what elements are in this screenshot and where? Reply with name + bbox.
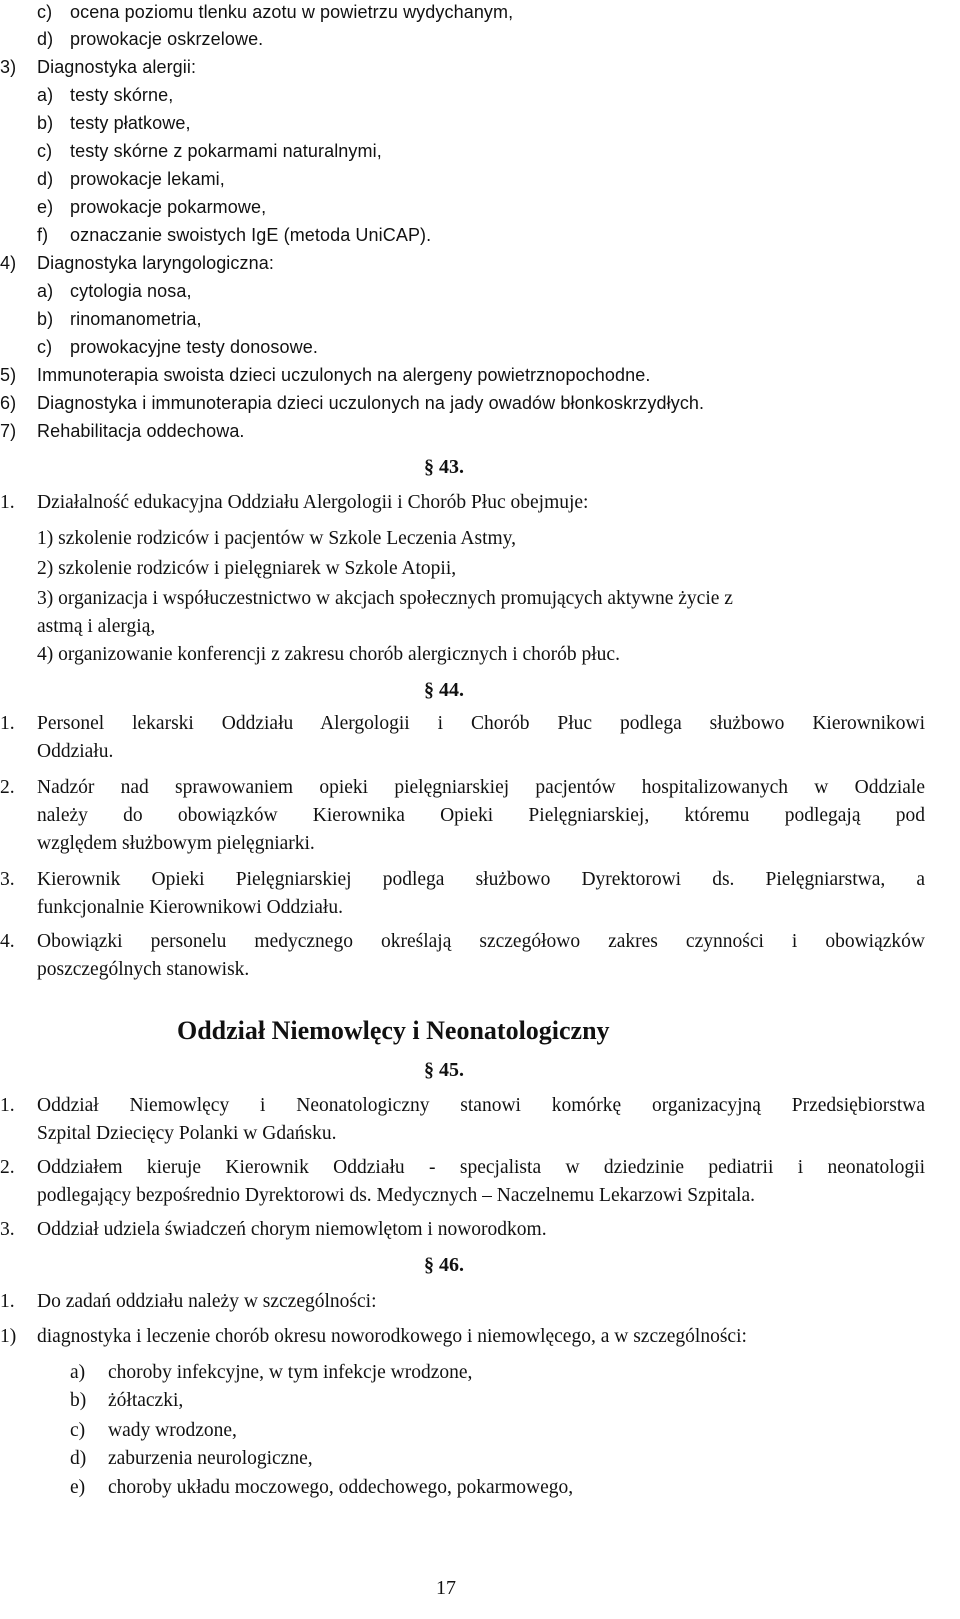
document-page: c) ocena poziomu tlenku azotu w powietrzu wydychanym, d) prowokacje oskrzelowe. 3) Diagnostyka alergii: a) testy skórne, b) testy płatkowe, c) testy skórne z pokarmami naturalnymi, d) prowokacje lekami, e) prowokacje pokarmowe, f) oznaczanie swoistych IgE (metoda UniCAP). 4) Diagnostyka laryngologiczna: a) cytologia nosa, b) rinomanometria, c) prowokacyjne testy donosowe. 5) Immunoterapia swoista dzieci uczulonych na alergeny powietrznopochodne. 6) Diagnostyka i immunoterapia dzieci uczulonych na jady owadów błonkoskrzydłych. 7) Rehabilitacja oddechowa. § 43. 1. Działalność edukacyjna Oddziału Alergologii i Chorób Płuc obejmuje: 1) szkolenie rodziców i pacjentów w Szkole Leczenia Astmy, 2) szkolenie rodziców i pielęgniarek w Szkole Atopii, 3) organizacja i współuczestnictwo w akcjach społecznych promujących aktywne życie z astmą i alergią, 4) organizowanie konferencji z zakresu chorób alergicznych i chorób płuc. § 44. 1. Personel lekarski Oddziału Alergologii i Chorób Płuc podlega służbowo Kierownikowi Oddziału. 2. Nadzór nad sprawowaniem opieki pielęgniarskiej pacjentów hospitalizowanych w Oddziale należy do obowiązków Kierownika Opieki Pielęgniarskiej, któremu podlegają pod względem służbowym pielęgniarki. 3. Kierownik Opieki Pielęgniarskiej podlega służbowo Dyrektorowi ds. Pielęgniarstwa, a funkcjonalnie Kierownikowi Oddziału. 4. Obowiązki personelu medycznego określają szczegółowo zakres czynności i obowiązków poszczególnych stanowisk. Oddział Niemowlęcy i Neonatologiczny § 45. 1. Oddział Niemowlęcy i Neonatologiczny stanowi komórkę organizacyjną Przedsiębiorstwa Szpital Dziecięcy Polanki w Gdańsku. 2. Oddziałem kieruje Kierownik Oddziału - specjalista w dziedzinie pediatrii i neonatologii podlegający bezpośrednio Dyrektorowi ds. Medycznych – Naczelnemu Lekarzowi Szpitala. 3. Oddział udziela świadczeń chorym niemowlętom i noworodkom. § 46. 1. Do zadań oddziału należy w szczególności: 1) diagnostyka i leczenie chorób okresu noworodkowego i niemowlęcego, a w szczególności: a) choroby infekcyjne, w tym infekcje wrodzone, b) żółtaczki, c) wady wrodzone, d) zaburzenia neurologiczne, e) choroby układu moczowego, oddechowego, pokarmowego, 17 — [0, 2, 925, 1599]
page-number: 17 — [436, 1577, 456, 1599]
paragraph-line: poszczególnych stanowisk. — [37, 959, 250, 980]
paragraph-line: względem służbowym pielęgniarki. — [37, 833, 315, 854]
paragraph-line: podlegający bezpośrednio Dyrektorowi ds. Medycznych – Naczelnemu Lekarzowi Szpitala. — [37, 1185, 755, 1206]
list-item: astmą i alergią, — [37, 616, 156, 637]
paragraph-line: funkcjonalnie Kierownikowi Oddziału. — [37, 897, 343, 918]
list-item: 1) szkolenie rodziców i pacjentów w Szkole Leczenia Astmy, — [37, 528, 517, 549]
section-number-45: § 45. — [424, 1059, 464, 1081]
paragraph-line: Oddziału. — [37, 741, 114, 762]
list-item: 4) organizowanie konferencji z zakresu chorób alergicznych i chorób płuc. — [37, 644, 620, 665]
paragraph-line: Szpital Dziecięcy Polanki w Gdańsku. — [37, 1123, 337, 1144]
list-item: 3) organizacja i współuczestnictwo w akcjach społecznych promujących aktywne życie z — [37, 588, 733, 609]
section-heading: Oddział Niemowlęcy i Neonatologiczny — [177, 1016, 610, 1045]
section-number-46: § 46. — [424, 1254, 464, 1276]
section-number-44: § 44. — [424, 679, 464, 701]
section-number-43: § 43. — [424, 456, 464, 478]
list-item: 2) szkolenie rodziców i pielęgniarek w Szkole Atopii, — [37, 558, 457, 579]
